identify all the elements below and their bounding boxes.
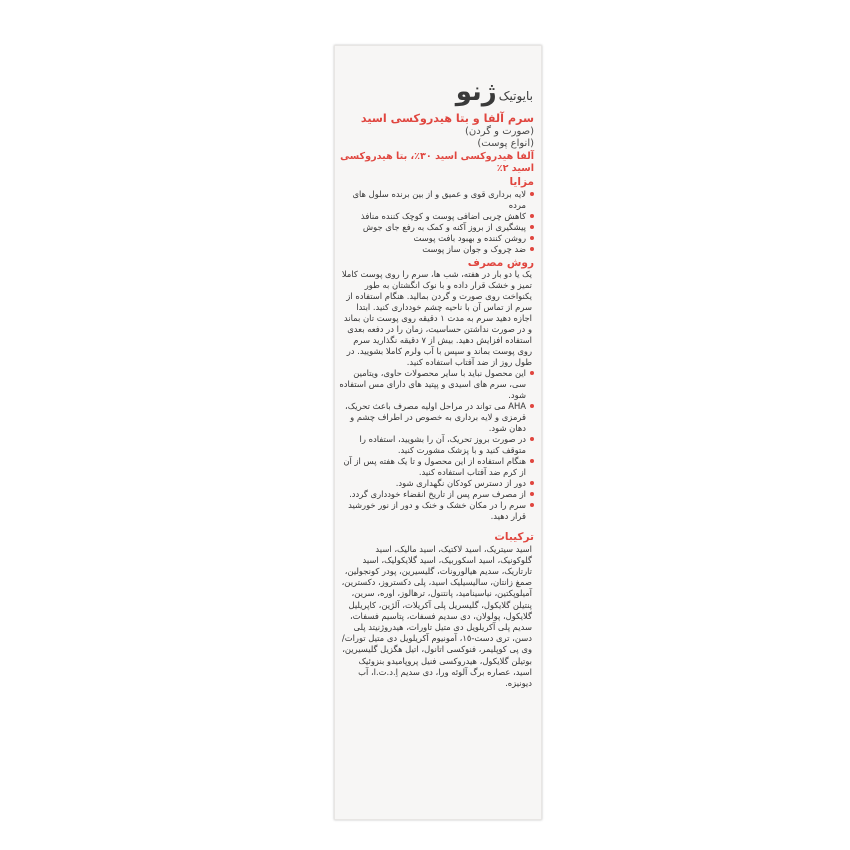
list-item-text: AHA می تواند در مراحل اولیه مصرف باعث تحریک، قرمزی و لایه برداری به خصوص در اطراف چشم و دهان شود. [345, 401, 526, 433]
list-item-text: لایه برداری قوی و عمیق و از بین برنده سلول های مرده [352, 188, 526, 210]
bullet-icon [530, 503, 534, 507]
list-item [339, 478, 534, 489]
list-item [339, 489, 534, 500]
list-item-text: هنگام استفاده از این محصول و تا یک هفته پس از آن از کرم ضد آفتاب استفاده کنید. [343, 456, 526, 477]
list-item [339, 434, 534, 456]
list-item-text: روشن کننده و بهبود بافت پوست [413, 232, 526, 243]
active-ingredients: آلفا هیدروکسی اسید ٣٠٪، بتا هیدروکسی اسید ٢٪ [340, 151, 534, 174]
list-item [339, 456, 534, 478]
bullet-icon [530, 236, 534, 240]
list-item-text: از مصرف سرم پس از تاریخ انقضاء خودداری گردد. [349, 489, 526, 499]
benefits-list [339, 189, 534, 255]
composition-heading: ترکیبات [494, 531, 534, 543]
list-item-text: کاهش چربی اضافی پوست و کوچک کننده منافذ [360, 210, 526, 221]
brand-sub: بایوتیک [498, 89, 533, 103]
product-text [339, 78, 534, 689]
product-subtitle-1: (صورت و گردن) [465, 126, 534, 137]
bullet-icon [530, 481, 534, 485]
bullet-icon [530, 404, 534, 408]
list-item-text: در صورت بروز تحریک، آن را بشویید، استفاده را متوقف کنید و با پزشک مشورت کنید. [359, 434, 526, 455]
bullet-icon [530, 247, 534, 251]
usage-list [339, 368, 534, 522]
bullet-icon [530, 492, 534, 496]
composition-text: اسید سیتریک، اسید لاکتیک، اسید مالیک، اسید گلوکونیک، اسید اسکوربیک، اسید گلایکولیک، اسید تارتاریک، سدیم هیالورونات، گلیسیرین، پودر کونجولین، صمغ زانتان، سالیسیلیک اسید، پلی دکستروز، دکسترین، آمیلوپکتین، نیاسینامید، پانتنول، ترهالوز، اوره، سرین، پنتیلن گلایکول، گلیسریل پلی آکریلات، آلژین، کاپریلیل گلایکول، پولولان، دی سدیم فسفات، پتاسیم فسفات، سدیم پلی آکریلویل دی متیل تاورات، هیدروژنیتد پلی دسن، تری دست-١٥، آمونیوم آکریلویل دی متیل تورات/وی پی کوپلیمر، فنوکسی اتانول، اتیل هگزیل گلیسیرین، بوتیلن گلایکول، هیدروکسی فنیل پروپامیدو بنزوئیک اسید، عصاره برگ آلوئه ورا، دی سدیم اِ.د.ت.ا، آب دیونیزه. [341, 543, 532, 688]
list-item [339, 244, 534, 255]
list-item-text: این محصول نباید با سایر محصولات حاوی، ویتامین سی، سرم های اسیدی و پپتید های دارای مس استفاده شود. [339, 368, 526, 400]
list-item [339, 233, 534, 244]
list-item [339, 222, 534, 233]
list-item [339, 189, 534, 211]
list-item [339, 401, 534, 434]
bullet-icon [530, 371, 534, 375]
bullet-icon [530, 214, 534, 218]
benefits-heading: مزایا [509, 176, 534, 188]
bullet-icon [530, 192, 534, 196]
list-item [339, 500, 534, 522]
bullet-icon [530, 225, 534, 229]
list-item-text: سرم را در مکان خشک و خنک و دور از نور خورشید قرار دهید. [348, 500, 526, 521]
product-subtitle-2: (انواع پوست) [477, 138, 534, 149]
brand-name: ژنو [455, 77, 497, 107]
usage-intro: یک یا دو بار در هفته، شب ها، سرم را روی پوست کاملا تمیز و خشک قرار داده و با نوک انگشتان به طور یکنواخت روی صورت و گردن بمالید. هنگام استفاده از سرم از تماس آن با ناحیه چشم خودداری کنید. ابتدا اجازه دهید سرم به مدت ١ دقیقه روی پوست تان بماند و در صورت نداشتن حساسیت، زمان را در دفعه بعدی استفاده افزایش دهید. بیش از ٧ دقیقه نگذارید سرم روی پوست بماند و سپس با آب ولرم کاملا بشویید. در طول روز از ضد آفتاب استفاده کنید. [341, 269, 532, 367]
bullet-icon [530, 437, 534, 441]
list-item-text: ضد چروک و جوان ساز پوست [422, 243, 526, 254]
product-title: سرم آلفا و بتا هیدروکسی اسید [360, 112, 534, 125]
list-item-text: پیشگیری از بروز آکنه و کمک به رفع جای جوش [362, 221, 526, 232]
list-item [339, 211, 534, 222]
list-item-text: دور از دسترس کودکان نگهداری شود. [395, 478, 526, 488]
product-box-panel [334, 45, 542, 820]
usage-heading: روش مصرف [467, 256, 534, 269]
bullet-icon [530, 459, 534, 463]
list-item [339, 368, 534, 401]
